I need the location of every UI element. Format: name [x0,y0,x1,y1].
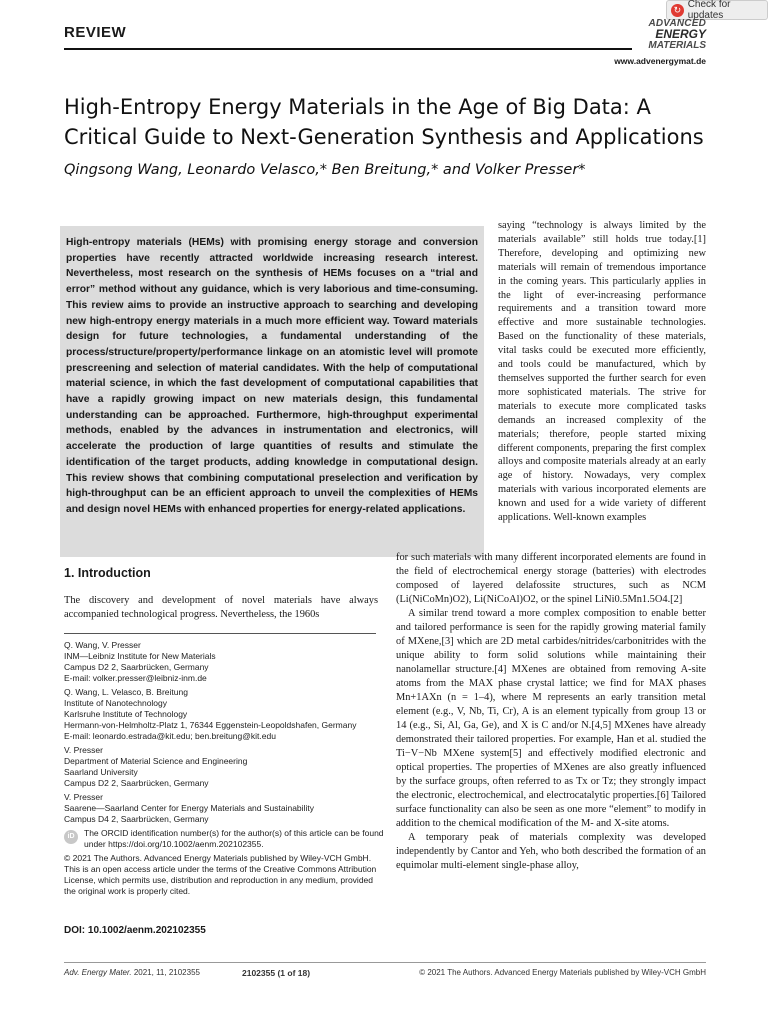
affiliations [64,633,384,897]
orcid-note[interactable]: The ORCID identification number(s) for the author(s) of this article can be found under https://doi.org/10.1002/aenm.202102355. [84,828,384,849]
affiliation-line: Saarene—Saarland Center for Energy Materials and Sustainability [64,803,314,813]
body-paragraph: for such materials with many different incorporated elements are found in the field of electrochemical energy storage (batteries) with electrodes composed of layered delafossite structures, such as NCM (Li(NiCoMn)O2), Li(NiCoAl)O2, or the spinel LiNi0.5Mn1.5O4.[2] [396,552,706,605]
affiliation-block [64,640,384,684]
affiliation-line: Karlsruhe Institute of Technology [64,709,188,719]
affiliation-line: Institute of Nanotechnology [64,698,168,708]
section-heading-introduction: 1. Introduction [64,566,151,580]
article-authors: Qingsong Wang, Leonardo Velasco,* Ben Breitung,* and Volker Presser* [64,162,586,178]
journal-logo [630,18,706,51]
article-title: High-Entropy Energy Materials in the Age of Big Data: A Critical Guide to Next-Generation Synthesis and Applications [64,95,704,149]
body-paragraph: A similar trend toward a more complex composition to enable better and tailored performance is seen for the rapidly growing material family of MXene,[3] which are 2D metal carbides/nitrides/carbonitrides with the unique ability to form solid solutions while maintaining their nanolamellar structure.[4] MXenes are obtained from removing A-site atoms from the MAX phase crystal lattice; we find for MAX phases Mn+1AXn (n = 1–4), where M represents an early transition metal element (e.g., V, Nb, Ti, Cr), A is an element typically from group 13 or 14 (e.g., Si, Al, Ga, Ge), and X is C and/or N.[4,5] MXenes have already demonstrated their tailored properties. For example, Han et al. studied the Ti−V−Nb MXene system[5] and effectively modified electronic and optical properties. The properties of MXenes are also greatly influenced by the surface groups, often referred to as Tx or Tz; they strongly impact the electronic, electrochemical, and electrocatalytic properties.[6] Tailored surface functionality can also be seen as one more “element” to modify in addition to the chemical modification of the M- and X-site atoms. [396,608,706,829]
header-rule [64,48,632,50]
footer-citation-journal: Adv. Energy Mater. [64,968,132,977]
affiliation-line: Saarland University [64,767,138,777]
affiliation-line: Q. Wang, V. Presser [64,640,141,650]
footer-page-number: 2102355 (1 of 18) [242,968,311,978]
footer-rule [64,962,706,963]
body-paragraph: A temporary peak of materials complexity was developed independently by Cantor and Yeh, who both described the formation of an equimolar multi-element single-phase alloy, [396,832,706,871]
journal-logo-line-1: ADVANCED [648,18,706,29]
abstract-text: High-entropy materials (HEMs) with promising energy storage and conversion properties have recently attracted worldwide increasing research interest. Nevertheless, most research on the synthesis of HEMs focuses on a “trial and error” method without any guidance, which is very laborious and time-consuming. This review aims to provide an instructive approach to searching and developing new high-entropy energy materials in a much more efficient way. Toward materials design for future technologies, a fundamental understanding of the process/structure/property/performance linkage on an atomistic level will promote prescreening and selection of material candidates. With the help of computational material science, in which the fast development of computational capabilities that have a rapidly growing impact on new materials design, this fundamental understanding can be approached. Furthermore, high-throughput experimental methods, enabled by the advances in instrumentation and electronics, will accelerate the production of large quantities of results and stimulate the identification of the target products, adding knowledge in computational design. This review shows that combining computational preselection and verification by high-throughput can be an efficient approach to unveil the complexities of HEMs and design novel HEMs with enhanced properties for energy-related applications. [66,237,478,515]
check-for-updates-button[interactable] [666,0,768,20]
footer-copyright: © 2021 The Authors. Advanced Energy Materials published by Wiley-VCH GmbH [419,968,706,977]
update-badge-icon: ↻ [671,4,684,17]
footer-citation-details: 2021, 11, 2102355 [133,968,200,977]
body-text-right-lower [396,551,706,873]
footer-citation [64,968,200,977]
affiliation-email[interactable]: E-mail: leonardo.estrada@kit.edu; ben.breitung@kit.edu [64,731,276,741]
body-text-right-top: saying “technology is always limited by the materials available” still holds true today.[1] Therefore, developing and optimizing new materials will remain of tremendous importance in the coming years. This particularly applies in the light of ever-increasing performance requirements and a transition toward more effective and more sustainable technologies. Based on the functionality of these materials, vital tasks could be executed more efficiently, and tools could be manufactured, which by themselves supported the further search for even more sophisticated materials. The strive for materials to execute more complicated tasks demands an increased complexity of the materials; therefore, people started mixing different components, preparing the first complex alloys and composite materials already at an early age of history. Nowadays, very complex materials with various incorporated elements are known and used for a wide variety of different applications. Well-known examples [498,220,706,524]
affiliation-line: V. Presser [64,745,103,755]
affiliation-line: Campus D2 2, Saarbrücken, Germany [64,662,209,672]
affiliation-line: Department of Material Science and Engineering [64,756,248,766]
affiliation-block [64,792,384,825]
journal-logo-line-2: ENERGY [655,27,706,41]
affiliation-block [64,687,384,742]
affiliation-line: Campus D2 2, Saarbrücken, Germany [64,778,209,788]
journal-logo-line-3: MATERIALS [648,40,706,51]
orcid-note-row [64,828,384,850]
journal-url-link[interactable]: www.advenergymat.de [614,56,706,66]
doi-link[interactable]: DOI: 10.1002/aenm.202102355 [64,925,206,936]
affiliations-rule [64,633,376,634]
orcid-icon: iD [64,830,78,844]
affiliation-line: V. Presser [64,792,103,802]
affiliation-block [64,745,384,789]
check-for-updates-label: Check for updates [687,0,731,21]
affiliation-line: INM—Leibniz Institute for New Materials [64,651,216,661]
affiliation-line: Q. Wang, L. Velasco, B. Breitung [64,687,188,697]
section-label: REVIEW [64,24,127,41]
affiliation-line: Hermann-von-Helmholtz-Platz 1, 76344 Eggenstein-Leopoldshafen, Germany [64,720,357,730]
affiliation-email[interactable]: E-mail: volker.presser@leibniz-inm.de [64,673,207,683]
affiliation-line: Campus D4 2, Saarbrücken, Germany [64,814,209,824]
license-note: © 2021 The Authors. Advanced Energy Materials published by Wiley-VCH GmbH. This is an open access article under the terms of the Creative Commons Attribution License, which permits use, distribution and reproduction in any medium, provided the original work is properly cited. [64,853,377,896]
intro-text: The discovery and development of novel materials have always accompanied technological progress. Nevertheless, the 1960s [64,595,378,620]
